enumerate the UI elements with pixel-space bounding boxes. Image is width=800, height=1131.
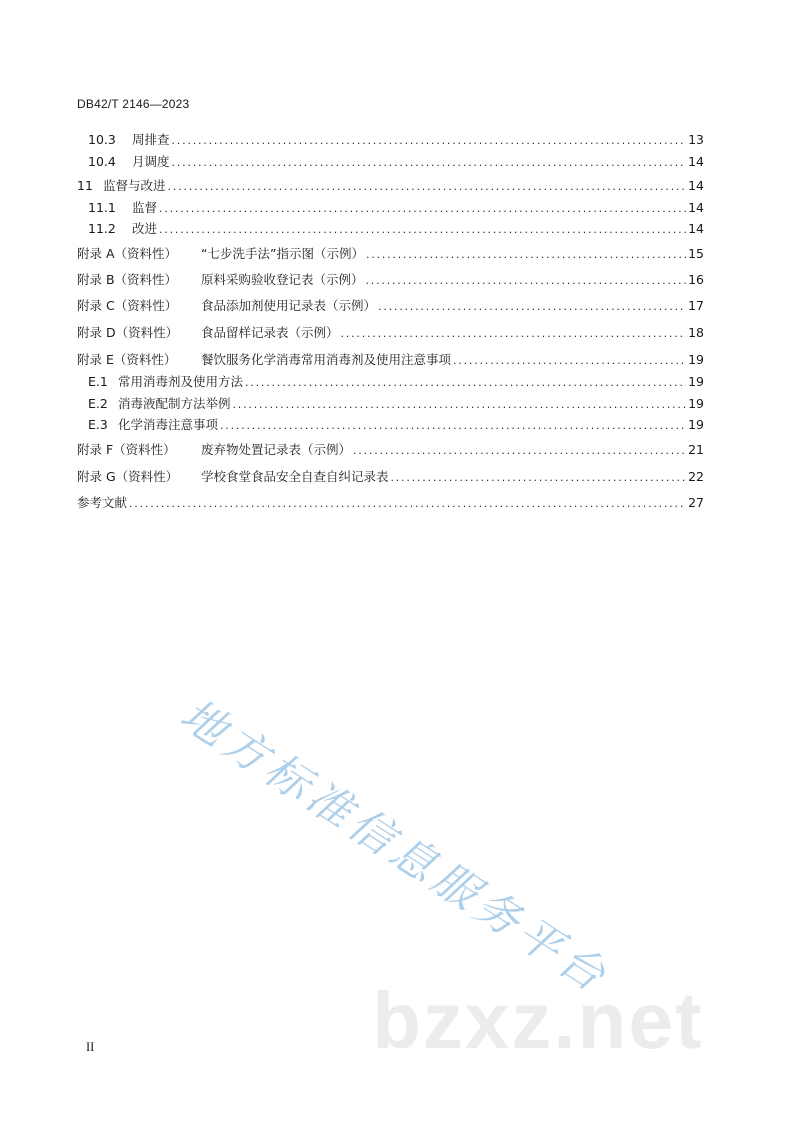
toc-entry-page: 27 <box>688 495 704 510</box>
toc-dot-leader <box>366 246 686 264</box>
toc-entry-page: 18 <box>688 325 704 340</box>
toc-entry-number: 10.3 <box>88 132 116 147</box>
toc-entry[interactable] <box>88 373 704 391</box>
toc-entry-number: E.1 <box>88 374 108 389</box>
toc-entry[interactable] <box>88 153 704 171</box>
toc-entry-page: 15 <box>688 246 704 261</box>
toc-entry[interactable] <box>77 468 704 486</box>
toc-dot-leader <box>233 396 686 414</box>
toc-entry-page: 14 <box>688 154 704 169</box>
toc-entry-page: 22 <box>688 469 704 484</box>
watermark-text: 地方标准信息服务平台 <box>171 689 619 1005</box>
toc-entry-page: 19 <box>688 352 704 367</box>
toc-entry[interactable] <box>88 131 704 149</box>
toc-entry-number: 11.1 <box>88 200 116 215</box>
toc-entry-title: 常用消毒剂及使用方法 <box>118 374 244 389</box>
toc-entry-page: 14 <box>688 200 704 215</box>
toc-dot-leader <box>129 495 686 513</box>
toc-entry-title: 监督与改进 <box>103 178 166 193</box>
toc-entry-title: 周排查 <box>132 132 170 147</box>
toc-dot-leader <box>341 325 686 343</box>
toc-entry[interactable] <box>77 441 704 459</box>
toc-dot-leader <box>159 200 686 218</box>
toc-dot-leader <box>168 178 686 196</box>
toc-dot-leader <box>453 352 686 370</box>
toc-entry-page: 16 <box>688 272 704 287</box>
toc-dot-leader <box>172 154 686 172</box>
toc-entry-title: 学校食堂食品安全自查自纠记录表 <box>201 469 389 484</box>
toc-entry[interactable] <box>77 351 704 369</box>
toc-entry[interactable] <box>88 220 704 238</box>
toc-entry-title: 原料采购验收登记表（示例） <box>201 272 364 287</box>
toc-entry-page: 14 <box>688 178 704 193</box>
toc-entry-number: 附录 E（资料性） <box>77 352 177 367</box>
toc-entry-title: 食品留样记录表（示例） <box>201 325 339 340</box>
toc-entry-title: 改进 <box>132 221 158 236</box>
page-number: II <box>86 1040 95 1054</box>
toc-entry-number: 附录 F（资料性） <box>77 442 176 457</box>
toc-entry[interactable] <box>88 416 704 434</box>
toc-dot-leader <box>366 272 686 290</box>
toc-entry-title: “七步洗手法”指示图（示例） <box>201 246 364 261</box>
toc-entry[interactable] <box>88 199 704 217</box>
toc-entry-page: 19 <box>688 374 704 389</box>
toc-entry-number: 附录 A（资料性） <box>77 246 178 261</box>
toc-entry-title: 化学消毒注意事项 <box>118 417 219 432</box>
toc-dot-leader <box>245 374 686 392</box>
toc-entry-number: 11 <box>77 178 93 193</box>
toc-dot-leader <box>391 469 686 487</box>
toc-entry-number: 附录 B（资料性） <box>77 272 178 287</box>
document-code: DB42/T 2146—2023 <box>77 97 190 111</box>
toc-entry-number: 附录 D（资料性） <box>77 325 179 340</box>
toc-entry[interactable] <box>77 271 704 289</box>
toc-entry-number: 11.2 <box>88 221 116 236</box>
toc-entry-title: 废弃物处置记录表（示例） <box>201 442 352 457</box>
toc-entry-number: 附录 G（资料性） <box>77 469 179 484</box>
toc-entry-title: 月调度 <box>132 154 170 169</box>
toc-entry-number: E.2 <box>88 396 108 411</box>
toc-entry-number: 附录 C（资料性） <box>77 298 178 313</box>
toc-entry-title: 消毒液配制方法举例 <box>118 396 231 411</box>
toc-entry-page: 21 <box>688 442 704 457</box>
toc-entry-number: 10.4 <box>88 154 116 169</box>
toc-entry[interactable] <box>77 245 704 263</box>
toc-dot-leader <box>159 221 686 239</box>
toc-entry-title: 监督 <box>132 200 158 215</box>
toc-entry-page: 17 <box>688 298 704 313</box>
toc-entry[interactable] <box>77 494 704 512</box>
toc-entry-page: 19 <box>688 417 704 432</box>
toc-entry-number: 参考文献 <box>77 495 128 510</box>
toc-entry[interactable] <box>77 297 704 315</box>
toc-dot-leader <box>220 417 686 435</box>
toc-entry-number: E.3 <box>88 417 108 432</box>
toc-dot-leader <box>172 132 686 150</box>
toc-entry-title: 食品添加剂使用记录表（示例） <box>201 298 377 313</box>
site-watermark-logo: bzxz.net <box>372 976 704 1065</box>
toc-entry-title: 餐饮服务化学消毒常用消毒剂及使用注意事项 <box>201 352 452 367</box>
toc-entry-page: 19 <box>688 396 704 411</box>
toc-entry[interactable] <box>77 324 704 342</box>
toc-entry-page: 13 <box>688 132 704 147</box>
toc-entry-page: 14 <box>688 221 704 236</box>
toc-dot-leader <box>378 298 686 316</box>
toc-entry[interactable] <box>88 395 704 413</box>
toc-entry[interactable] <box>77 177 704 195</box>
toc-dot-leader <box>353 442 686 460</box>
